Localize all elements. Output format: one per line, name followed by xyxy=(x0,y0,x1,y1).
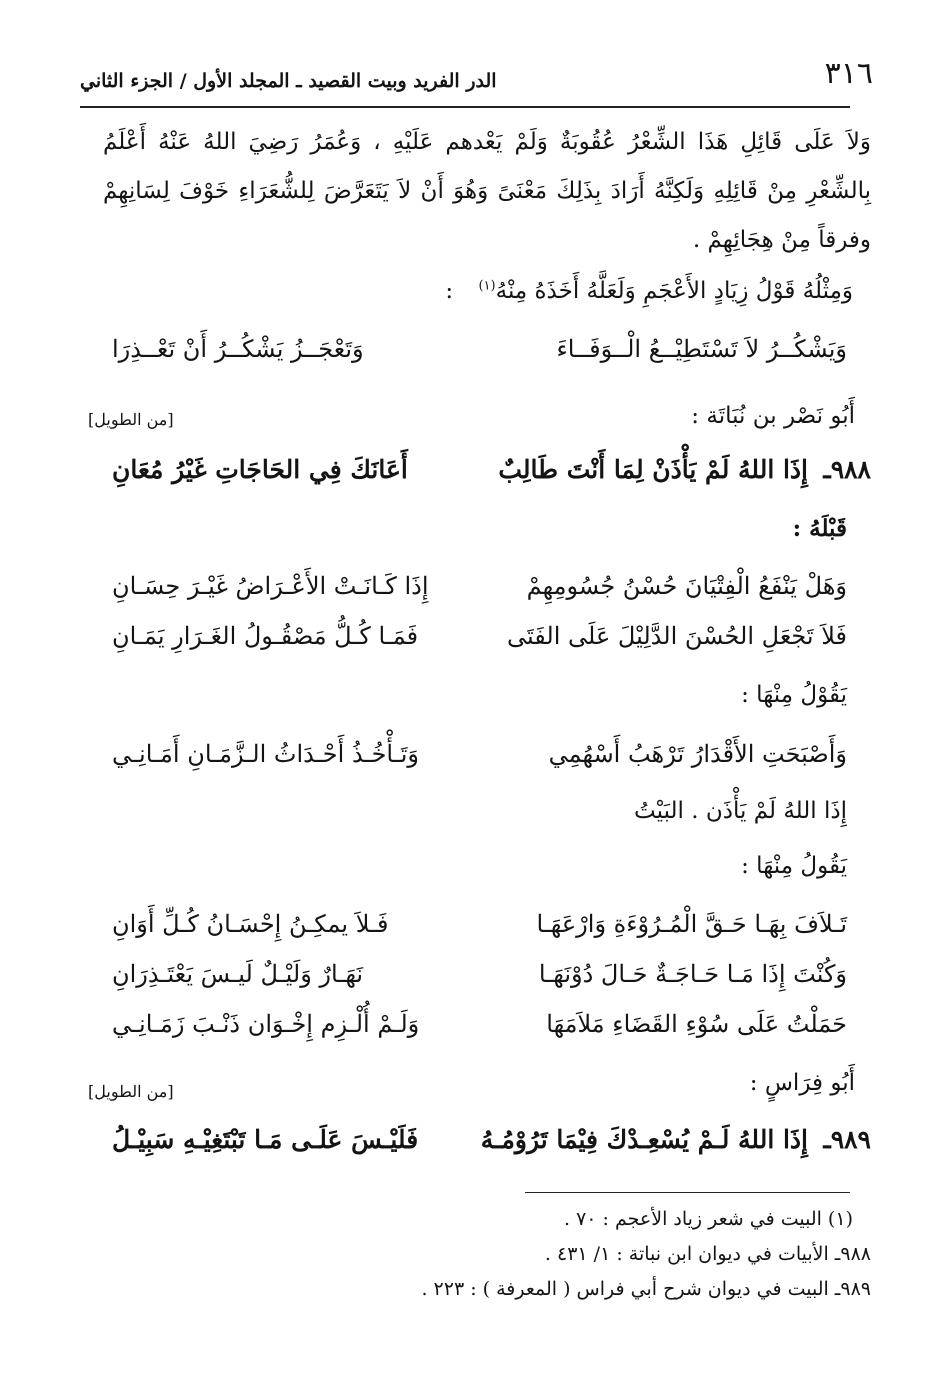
running-title: الدر الفريد وبيت القصيد ـ المجلد الأول / الجزء الثاني xyxy=(80,70,497,92)
minha-verse-4-h1: حَمَلْتُ عَلَى سُوْءِ القَضَاءِ مَلاَمَهَا xyxy=(546,1010,847,1038)
minha-verse-1-h2: وَتَـأْخُـذُ أَحْـدَاثُ الـزَّمَـانِ أَمَـانِـي xyxy=(112,740,420,768)
minha-verse-3-h1: وَكُنْتَ إِذَا مَـا حَـاجَـةٌ حَـالَ دُوْنَهَـا xyxy=(538,960,847,988)
abu-firas-intro: أَبُو فِرَاسٍ : xyxy=(749,1070,855,1096)
page-number: ٣١٦ xyxy=(824,56,873,91)
verse-989-number: ٩٨٩ـ xyxy=(823,1125,871,1154)
intro-paragraph: وَلاَ عَلَى قَائِلِ هَذَا الشِّعْرُ عُقُوبَةٌ وَلَمْ يَعْدهم عَلَيْهِ ، وَعُمَرُ رَضِيَ اللهُ عَنْهُ أَعْلَمُ بِالشِّعْرِ مِنْ قَائِلِهِ وَلَكِنَّهُ أَرَادَ بِذَلِكَ مَعْنَىً وَهُوَ أَنْ لاَ يَتَعَرَّضَ لِلشُّعَرَاءِ خَوْفَ لِسَانِهِمْ وفرقاً مِنْ هِجَائِهِمْ . xyxy=(103,129,871,253)
ziyad-verse-hemistich-1: وَيَشْكُــرُ لاَ تَسْتَطِيْــعُ الْــوَفَــاءَ xyxy=(556,335,847,363)
footnote-989: ٩٨٩ـ البيت في ديوان شرح أبي فراس ( المعرفة ) : ٢٢٣ . xyxy=(421,1278,871,1300)
qablahu-verse-1-h1: وَهَلْ يَنْفَعُ الْفِتْيَانَ حُسْنُ جُسُومِهِمْ xyxy=(526,572,847,600)
yaqulu-minha-1: يَقُوْلُ مِنْهَا : xyxy=(741,682,847,708)
minha-verse-2-h1: تَـلاَفَ بِهَـا حَـقَّ الْمُـرُوْءَةِ وَارْعَهَـا xyxy=(536,910,847,938)
footnote-marker: (١) xyxy=(478,278,496,294)
minha-verse-1-h1: وَأَصْبَحَتِ الأَقْدَارُ تَرْهَبُ أَسْهُمِي xyxy=(548,740,847,768)
meter-label-2: [من الطويل] xyxy=(88,1082,174,1101)
minha-verse-3-h2: نَهَـارٌ وَلَيْـلٌ لَيـسَ يَعْتَـذِرَانِ xyxy=(112,960,364,988)
minha-verse-2-h2: فَـلاَ يمكِـنُ إِحْسَـانُ كُـلِّ أَوَانِ xyxy=(112,910,389,938)
idha-allah-line: إِذَا اللهُ لَمْ يَأْذَن . البَيْتُ xyxy=(634,798,847,824)
ziyad-verse-hemistich-2: وَتَعْجَــزُ يَشْكُــرُ أَنْ تَعْــذِرَا xyxy=(112,335,364,363)
qablahu-verse-2-h1: فَلاَ تَجْعَلِ الحُسْنَ الدَّلِيْلَ عَلَى الفَتَى xyxy=(507,622,847,650)
verse-988-hemistich-2: أَعَانَكَ فِي الحَاجَاتِ غَيْرُ مُعَانِ xyxy=(112,455,408,484)
yaqulu-minha-2: يَقُولُ مِنْهَا : xyxy=(741,853,847,879)
header-rule xyxy=(80,106,850,108)
footnote-rule xyxy=(525,1192,850,1193)
verse-988-hemistich-1: إِذَا اللهُ لَمْ يَأْذَنْ لِمَا أَنْتَ طَالِبٌ xyxy=(498,455,808,484)
footnote-988: ٩٨٨ـ الأبيات في ديوان ابن نباتة : ١/ ٤٣١ . xyxy=(544,1243,871,1265)
ibn-nubata-intro: أَبُو نَصْر بن نُبَاتَة : xyxy=(691,403,855,429)
footnote-1: (١) البيت في شعر زياد الأعجم : ٧٠ . xyxy=(563,1208,853,1230)
verse-988-number: ٩٨٨ـ xyxy=(823,455,871,484)
minha-verse-4-h2: وَلَـمْ أُلْـزِم إِخْـوَان ذَنْـبَ زَمَـانِـي xyxy=(112,1010,420,1038)
qablahu-verse-1-h2: إِذَا كَـانَـتْ الأَعْـرَاضُ غَيْـرَ حِسَـانِ xyxy=(112,572,429,600)
qablahu-label: قَبْلَهُ : xyxy=(792,515,847,542)
qablahu-verse-2-h2: فَمَـا كُـلُّ مَصْقُـولُ الغَـرَارِ يَمَـانِ xyxy=(112,622,419,650)
meter-label-1: [من الطويل] xyxy=(88,410,174,429)
ziyad-intro-line xyxy=(445,278,853,304)
ziyad-colon: : xyxy=(445,278,454,304)
verse-989-hemistich-1: إِذَا اللهُ لَـمْ يُسْعِـدْكَ فِيْمَا تَرُوْمُـهُ xyxy=(480,1125,808,1154)
verse-989-hemistich-2: فَلَيْـسَ عَلَـى مَـا تَبْتَغِيْـهِ سَبِيْـلُ xyxy=(112,1125,419,1154)
ziyad-intro-text: وَمِثْلُهُ قَوْلُ زِيَادٍ الأَعْجَمِ وَلَعَلَّهُ أَخَذَهُ مِنْهُ xyxy=(495,278,853,304)
